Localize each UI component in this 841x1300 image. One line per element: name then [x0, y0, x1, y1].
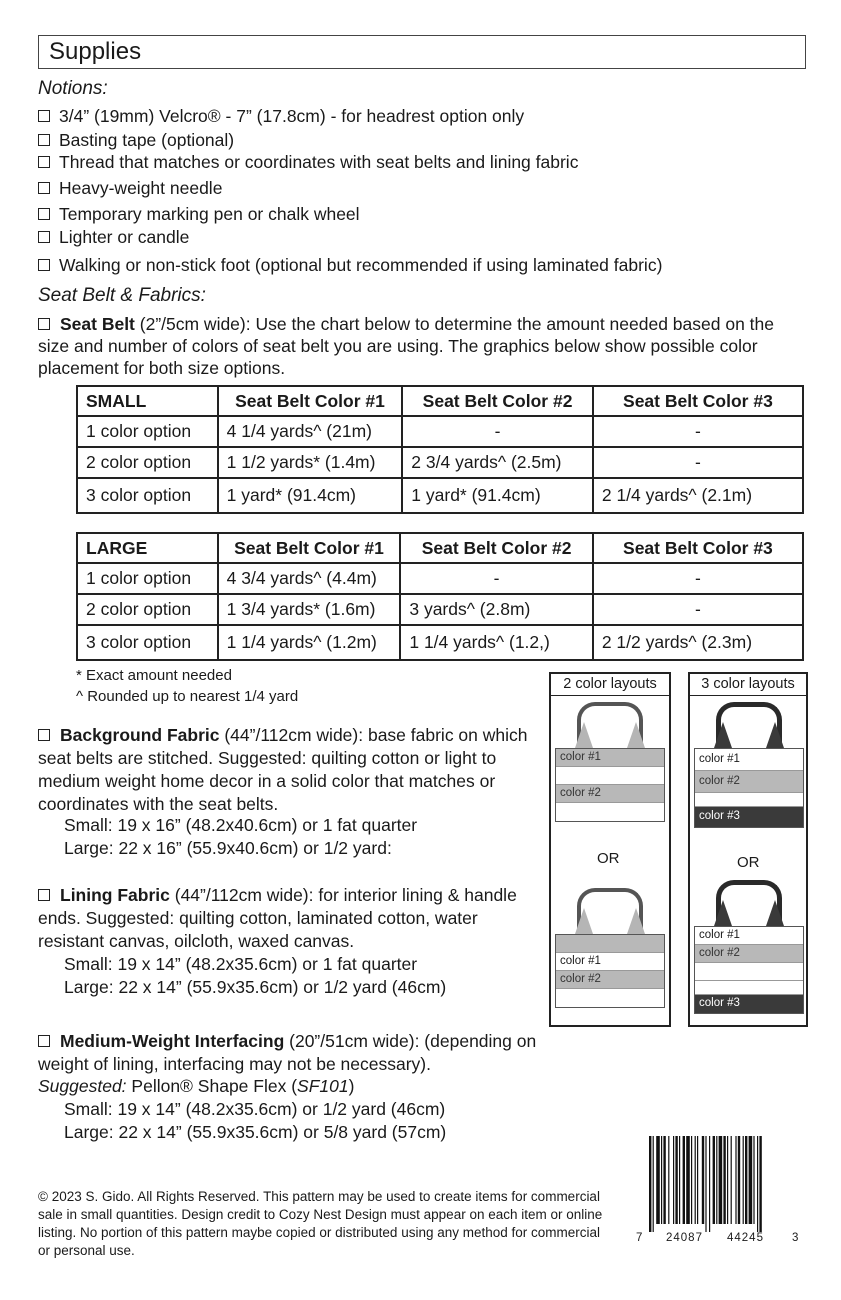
color-band: color #2	[556, 785, 664, 803]
footnote-exact: * Exact amount needed	[76, 667, 232, 684]
page-title-box	[38, 35, 806, 69]
table-size-label: SMALL	[77, 386, 218, 416]
color-band: color #1	[695, 749, 803, 771]
table-cell: 2 color option	[77, 594, 218, 625]
lining-small-size: Small: 19 x 14” (48.2x35.6cm) or 1 fat quarter	[64, 954, 418, 974]
table-row	[77, 594, 803, 625]
notion-item: Basting tape (optional)	[38, 130, 234, 151]
table-cell: -	[593, 447, 803, 478]
table-cell: 2 1/4 yards^ (2.1m)	[593, 478, 803, 513]
column-header: Seat Belt Color #1	[218, 386, 403, 416]
table-cell: 2 color option	[77, 447, 218, 478]
bag-body	[555, 748, 665, 822]
column-header: Seat Belt Color #1	[218, 533, 401, 563]
checkbox-icon[interactable]	[38, 156, 50, 168]
checkbox-icon[interactable]	[38, 259, 50, 271]
table-header-row	[77, 533, 803, 563]
interfacing-small-size: Small: 19 x 14” (48.2x35.6cm) or 1/2 yard (46cm)	[64, 1099, 446, 1119]
large-size-table	[76, 532, 804, 661]
notion-item: Thread that matches or coordinates with seat belts and lining fabric	[38, 152, 578, 173]
checkbox-icon[interactable]	[38, 208, 50, 220]
checkbox-icon[interactable]	[38, 1035, 50, 1047]
color-band	[556, 803, 664, 821]
color-band	[556, 989, 664, 1007]
table-cell: -	[593, 594, 803, 625]
color-band: color #1	[695, 927, 803, 945]
bag-body	[555, 934, 665, 1008]
checkbox-icon[interactable]	[38, 318, 50, 330]
color-band: color #2	[695, 771, 803, 793]
checkbox-icon[interactable]	[38, 110, 50, 122]
notion-item: Heavy-weight needle	[38, 178, 222, 199]
table-cell: 1 1/4 yards^ (1.2m)	[218, 625, 401, 660]
color-band: color #3	[695, 995, 803, 1013]
panel-title: 3 color layouts	[690, 674, 806, 696]
table-cell: -	[593, 563, 803, 594]
notion-item: Walking or non-stick foot (optional but recommended if using laminated fabric)	[38, 255, 662, 276]
table-cell: 1 3/4 yards* (1.6m)	[218, 594, 401, 625]
lining-fabric-paragraph: Lining Fabric (44”/112cm wide): for interior lining & handle ends. Suggested: quilting cotton, laminated cotton, water resistant canvas, oilcloth, waxed canvas.	[38, 885, 517, 951]
table-row	[77, 563, 803, 594]
color-band: color #3	[695, 807, 803, 827]
barcode-digit: 7	[636, 1232, 644, 1244]
table-row	[77, 447, 803, 478]
table-row	[77, 625, 803, 660]
notion-item: Temporary marking pen or chalk wheel	[38, 204, 360, 225]
table-cell: 3 yards^ (2.8m)	[400, 594, 592, 625]
checkbox-icon[interactable]	[38, 134, 50, 146]
color-band: color #2	[556, 971, 664, 989]
barcode-digits-group: 24087	[666, 1232, 703, 1244]
background-large-size: Large: 22 x 16” (55.9x40.6cm) or 1/2 yard:	[64, 838, 392, 858]
background-fabric-paragraph: Background Fabric (44”/112cm wide): base fabric on which seat belts are stitched. Suggested: quilting cotton or light to medium weight home decor in a solid color that matches or coordinates with the seat belts.	[38, 725, 528, 814]
interfacing-suggestion: Suggested: Pellon® Shape Flex (SF101)	[38, 1076, 355, 1096]
lining-large-size: Large: 22 x 14” (55.9x35.6cm) or 1/2 yard (46cm)	[64, 977, 447, 997]
table-cell: -	[400, 563, 592, 594]
seat-belt-heading: Seat Belt & Fabrics:	[38, 285, 206, 306]
barcode-icon	[649, 1136, 795, 1232]
three-color-layouts-panel	[688, 672, 808, 1027]
notions-heading: Notions:	[38, 78, 108, 99]
table-cell: 1 yard* (91.4cm)	[218, 478, 403, 513]
table-size-label: LARGE	[77, 533, 218, 563]
table-row	[77, 478, 803, 513]
checkbox-icon[interactable]	[38, 729, 50, 741]
copyright-notice: © 2023 S. Gido. All Rights Reserved. This pattern may be used to create items for commercial sale in small quantities. Design credit to Cozy Nest Design must appear on each item or online listing. No portion of this pattern maybe copied or distributed using any method for commercial or personal use.	[38, 1189, 603, 1258]
table-cell: -	[593, 416, 803, 447]
table-header-row	[77, 386, 803, 416]
color-band: color #1	[556, 953, 664, 971]
column-header: Seat Belt Color #2	[400, 533, 592, 563]
bag-body	[694, 926, 804, 1014]
interfacing-paragraph: Medium-Weight Interfacing (20”/51cm wide): (depending on weight of lining, interfacing may not be necessary).	[38, 1031, 537, 1074]
table-cell: 4 1/4 yards^ (21m)	[218, 416, 403, 447]
table-cell: -	[402, 416, 593, 447]
table-cell: 2 3/4 yards^ (2.5m)	[402, 447, 593, 478]
table-cell: 3 color option	[77, 625, 218, 660]
table-cell: 4 3/4 yards^ (4.4m)	[218, 563, 401, 594]
table-cell: 1 1/4 yards^ (1.2,)	[400, 625, 592, 660]
checkbox-icon[interactable]	[38, 889, 50, 901]
color-band: color #2	[695, 945, 803, 963]
background-small-size: Small: 19 x 16” (48.2x40.6cm) or 1 fat quarter	[64, 815, 418, 835]
color-band	[556, 935, 664, 953]
table-cell: 1 1/2 yards* (1.4m)	[218, 447, 403, 478]
color-band	[695, 963, 803, 981]
table-cell: 1 yard* (91.4cm)	[402, 478, 593, 513]
barcode-digit: 3	[792, 1232, 800, 1244]
bag-body	[694, 748, 804, 828]
two-color-layouts-panel	[549, 672, 671, 1027]
table-cell: 2 1/2 yards^ (2.3m)	[593, 625, 803, 660]
table-cell: 3 color option	[77, 478, 218, 513]
table-cell: 1 color option	[77, 563, 218, 594]
footnote-rounded: ^ Rounded up to nearest 1/4 yard	[76, 688, 299, 705]
panel-title: 2 color layouts	[551, 674, 669, 696]
or-label: OR	[597, 850, 620, 867]
checkbox-icon[interactable]	[38, 182, 50, 194]
notion-item: Lighter or candle	[38, 227, 189, 248]
page-title: Supplies	[49, 38, 142, 65]
small-size-table	[76, 385, 804, 514]
column-header: Seat Belt Color #2	[402, 386, 593, 416]
barcode-digits-group: 44245	[727, 1232, 764, 1244]
seat-belt-paragraph: Seat Belt (2”/5cm wide): Use the chart below to determine the amount needed based on the size and number of colors of seat belt you are using. The graphics below show possible color placement for both size options.	[38, 314, 775, 378]
column-header: Seat Belt Color #3	[593, 386, 803, 416]
table-cell: 1 color option	[77, 416, 218, 447]
table-row	[77, 416, 803, 447]
checkbox-icon[interactable]	[38, 231, 50, 243]
color-band: color #1	[556, 749, 664, 767]
notion-item: 3/4” (19mm) Velcro® - 7” (17.8cm) - for headrest option only	[38, 106, 524, 127]
or-label: OR	[737, 854, 760, 871]
interfacing-large-size: Large: 22 x 14” (55.9x35.6cm) or 5/8 yard (57cm)	[64, 1122, 447, 1142]
column-header: Seat Belt Color #3	[593, 533, 803, 563]
color-band	[556, 767, 664, 785]
